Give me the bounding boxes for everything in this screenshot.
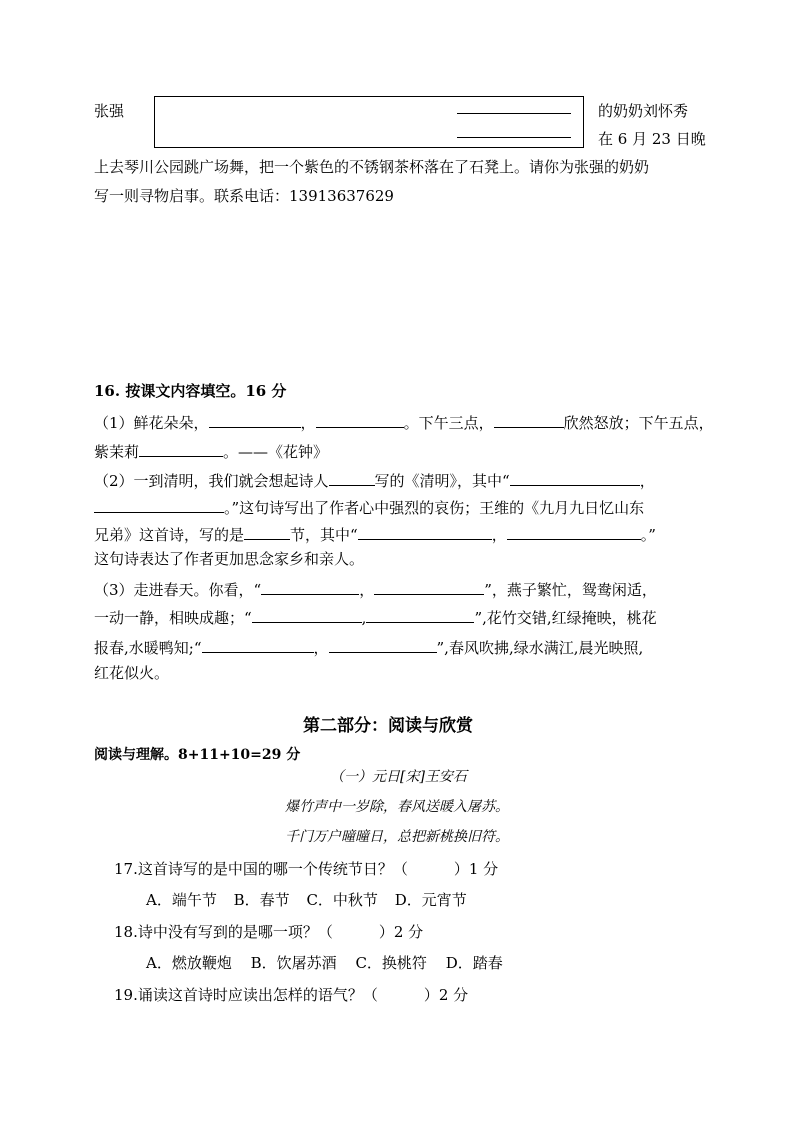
q16-line-1: （1）鲜花朵朵， ， 。下午三点， 欣然怒放；下午五点， [94,414,714,432]
poem-title: （一）元日[宋]王安石 [330,769,467,785]
q16-line-5: 兄弟》这首诗，写的是 节，其中“ ， 。” [94,526,656,544]
part2-subheading: 阅读与理解。8+11+10=29 分 [94,747,301,763]
fill-blank[interactable] [209,413,301,428]
fill-blank[interactable] [507,525,641,540]
q17-option-a[interactable]: A．端午节 [146,891,217,909]
notice-text-right-1: 的奶奶刘怀秀 [598,102,689,120]
fill-blank[interactable] [374,580,484,595]
q16-line-9: 报春,水暖鸭知;“ ， ”,春风吹拂,绿水满江,晨光映照, [94,639,644,657]
q19-stem: 19.诵读这首诗时应读出怎样的语气？（ ）2 分 [114,986,469,1004]
fill-blank[interactable] [510,471,640,486]
q16-line-7: （3）走进春天。你看，“ ， ”，燕子繁忙，鸳鸯闲适， [94,581,657,599]
notice-answer-box[interactable] [154,96,584,148]
q17-option-b[interactable]: B．春节 [233,891,290,909]
notice-name-label: 张强 [94,102,125,120]
fill-blank[interactable] [366,608,474,623]
fill-blank[interactable] [244,525,290,540]
q17-stem: 17.这首诗写的是中国的哪一个传统节日？（ ）1 分 [114,860,499,878]
q18-option-a[interactable]: A．燃放鞭炮 [146,954,232,972]
q17-option-d[interactable]: D．元宵节 [394,891,467,909]
notice-text-line-4: 写一则寻物启事。联系电话：13913637629 [94,187,394,205]
q16-line-8: 一动一静，相映成趣；“ , ”,花竹交错,红绿掩映，桃花 [94,609,657,627]
fill-blank[interactable] [316,413,404,428]
fill-blank[interactable] [494,413,564,428]
fill-blank[interactable] [358,525,492,540]
fill-blank[interactable] [329,471,375,486]
fill-blank[interactable] [329,638,437,653]
q16-line-2: 紫茉莉 。——《花钟》 [94,443,329,461]
q16-line-3: （2）一到清明，我们就会想起诗人 写的《清明》，其中“ ， [94,472,655,490]
q16-title: 16. 按课文内容填空。16 分 [94,382,287,400]
notice-text-line-3: 上去琴川公园跳广场舞，把一个紫色的不锈钢茶杯落在了石凳上。请你为张强的奶奶 [94,158,650,176]
q17-options [146,893,467,908]
q16-line-10: 红花似火。 [94,664,170,682]
part2-heading: 第二部分：阅读与欣赏 [303,716,473,736]
q18-option-d[interactable]: D．踏春 [445,954,503,972]
fill-blank[interactable] [202,638,314,653]
answer-line-2 [457,137,571,138]
poem-line-1: 爆竹声中一岁除，春风送暖入屠苏。 [285,799,509,815]
q17-option-c[interactable]: C．中秋节 [306,891,378,909]
q18-options [146,956,503,971]
fill-blank[interactable] [252,608,362,623]
q18-option-c[interactable]: C．换桃符 [355,954,427,972]
q18-option-b[interactable]: B．饮屠苏酒 [250,954,337,972]
poem-line-2: 千门万户曈曈日，总把新桃换旧符。 [285,829,509,845]
fill-blank[interactable] [139,442,223,457]
answer-line-1 [457,113,571,114]
q18-stem: 18.诗中没有写到的是哪一项？（ ）2 分 [114,923,424,941]
notice-text-right-2: 在 6 月 23 日晚 [598,130,706,148]
fill-blank[interactable] [261,580,359,595]
q16-line-4: 。”这句诗写出了作者心中强烈的哀伤；王维的《九月九日忆山东 [94,498,644,516]
fill-blank[interactable] [94,498,224,513]
q16-line-6: 这句诗表达了作者更加思念家乡和亲人。 [94,550,365,568]
